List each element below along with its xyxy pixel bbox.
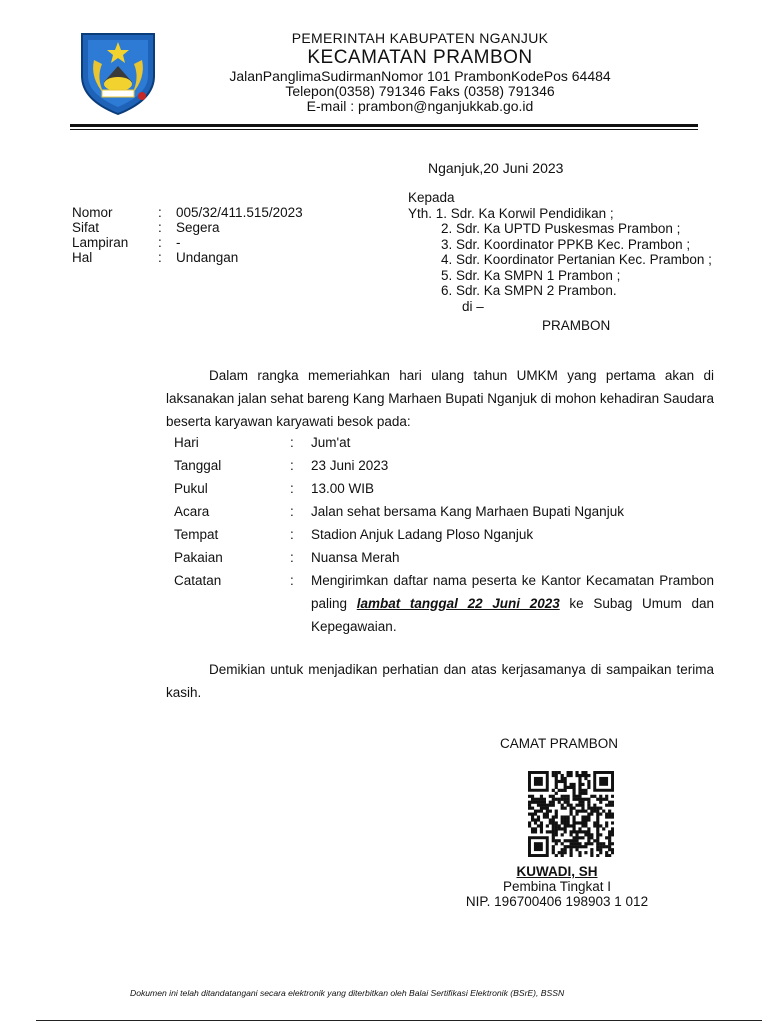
list-item: 4. Sdr. Koordinator Pertanian Kec. Prambon ;: [441, 252, 712, 267]
meta-value: Undangan: [176, 250, 239, 265]
detail-value: Stadion Anjuk Ladang Ploso Nganjuk: [311, 527, 534, 542]
letter-meta: [72, 205, 303, 265]
meta-value: 005/32/411.515/2023: [176, 205, 303, 220]
list-item: Yth. 1. Sdr. Ka Korwil Pendidikan ;: [408, 205, 614, 221]
detail-value: Nuansa Merah: [311, 550, 400, 565]
detail-label: Tanggal: [174, 458, 222, 473]
detail-label: Hari: [174, 435, 199, 450]
event-details: [174, 431, 714, 638]
detail-label: Tempat: [174, 527, 219, 542]
list-item: 3. Sdr. Koordinator PPKB Kec. Prambon ;: [441, 236, 691, 252]
catatan-text-after: ke Subag Umum dan Kepegawaian.: [311, 596, 714, 634]
meta-row-sifat: [72, 220, 303, 235]
list-item: 6. Sdr. Ka SMPN 2 Prambon.: [441, 283, 617, 298]
recipients-block: [408, 190, 712, 314]
meta-value: -: [176, 235, 181, 250]
detail-colon: :: [290, 458, 294, 473]
detail-row-pukul: [174, 477, 714, 500]
detail-colon: :: [290, 481, 294, 496]
signatory-nip: NIP. 196700406 198903 1 012: [465, 894, 649, 909]
meta-row-hal: [72, 250, 303, 265]
letter-date: Nganjuk,20 Juni 2023: [428, 160, 564, 176]
signatory-name: KUWADI, SH: [516, 864, 598, 879]
header-district-name: KECAMATAN PRAMBON: [307, 47, 533, 68]
header-divider-thick: [70, 124, 698, 127]
meta-label: Lampiran: [72, 235, 129, 250]
meta-row-nomor: [72, 205, 303, 220]
recipients-town: PRAMBON: [542, 318, 611, 333]
detail-colon: :: [290, 527, 294, 542]
detail-row-hari: [174, 431, 714, 454]
detail-colon: :: [290, 573, 294, 588]
catatan-text-before: Mengirimkan daftar nama peserta ke Kantor Kecamatan Prambon paling: [311, 573, 714, 611]
header-address: JalanPanglimaSudirmanNomor 101 PrambonKodePos 64484: [229, 68, 611, 84]
meta-label: Hal: [72, 250, 93, 265]
signatory-title: CAMAT PRAMBON: [500, 736, 619, 751]
recipients-list: [408, 206, 712, 299]
detail-value: Jalan sehat bersama Kang Marhaen Bupati Nganjuk: [311, 504, 624, 519]
detail-row-tempat: [174, 523, 714, 546]
signatory-rank: Pembina Tingkat I: [502, 879, 612, 894]
meta-label: Sifat: [72, 220, 100, 235]
detail-row-tanggal: [174, 454, 714, 477]
recipients-kepada: Kepada: [408, 190, 455, 205]
catatan-deadline: lambat tanggal 22 Juni 2023: [356, 596, 560, 611]
detail-row-acara: [174, 500, 714, 523]
meta-row-lampiran: [72, 235, 303, 250]
detail-value: 13.00 WIB: [311, 481, 375, 496]
detail-row-pakaian: [174, 546, 714, 569]
detail-label: Pakaian: [174, 550, 223, 565]
qr-code-icon: [528, 771, 614, 857]
header-divider-thin: [70, 129, 698, 130]
detail-value: 23 Juni 2023: [311, 458, 389, 473]
e-signature-note: Dokumen ini telah ditandatangani secara elektronik yang diterbitkan oleh Balai Sertifikasi Elektronik (BSrE), BSSN: [130, 988, 565, 998]
meta-colon: :: [158, 205, 162, 220]
meta-colon: :: [158, 220, 162, 235]
meta-colon: :: [158, 235, 162, 250]
detail-label: Pukul: [174, 481, 208, 496]
header-government-name: PEMERINTAH KABUPATEN NGANJUK: [291, 30, 549, 46]
meta-colon: :: [158, 250, 162, 265]
detail-colon: :: [290, 435, 294, 450]
header-phone: Telepon(0358) 791346 Faks (0358) 791346: [285, 83, 555, 99]
list-item: 2. Sdr. Ka UPTD Puskesmas Prambon ;: [441, 221, 681, 236]
meta-label: Nomor: [72, 205, 113, 220]
header-email: E-mail : prambon@nganjukkab.go.id: [306, 98, 534, 114]
regency-emblem-icon: [76, 30, 160, 116]
footer-divider: [36, 1020, 762, 1021]
meta-value: Segera: [176, 220, 220, 235]
detail-colon: :: [290, 504, 294, 519]
detail-row-catatan: [174, 569, 714, 638]
detail-label: Catatan: [174, 573, 222, 588]
closing-paragraph: Demikian untuk menjadikan perhatian dan atas kerjasamanya di sampaikan terima kasih.: [166, 662, 714, 700]
detail-colon: :: [290, 550, 294, 565]
detail-value: Jum'at: [311, 435, 351, 450]
detail-value-catatan: [311, 569, 714, 638]
recipients-di: di –: [462, 298, 484, 314]
body-intro-paragraph: Dalam rangka memeriahkan hari ulang tahun UMKM yang pertama akan di laksanakan jalan sehat bareng Kang Marhaen Bupati Nganjuk di mohon kehadiran Saudara beserta karyawan karyawati besok pada:: [166, 368, 714, 429]
detail-label: Acara: [174, 504, 210, 519]
list-item: 5. Sdr. Ka SMPN 1 Prambon ;: [441, 267, 621, 283]
